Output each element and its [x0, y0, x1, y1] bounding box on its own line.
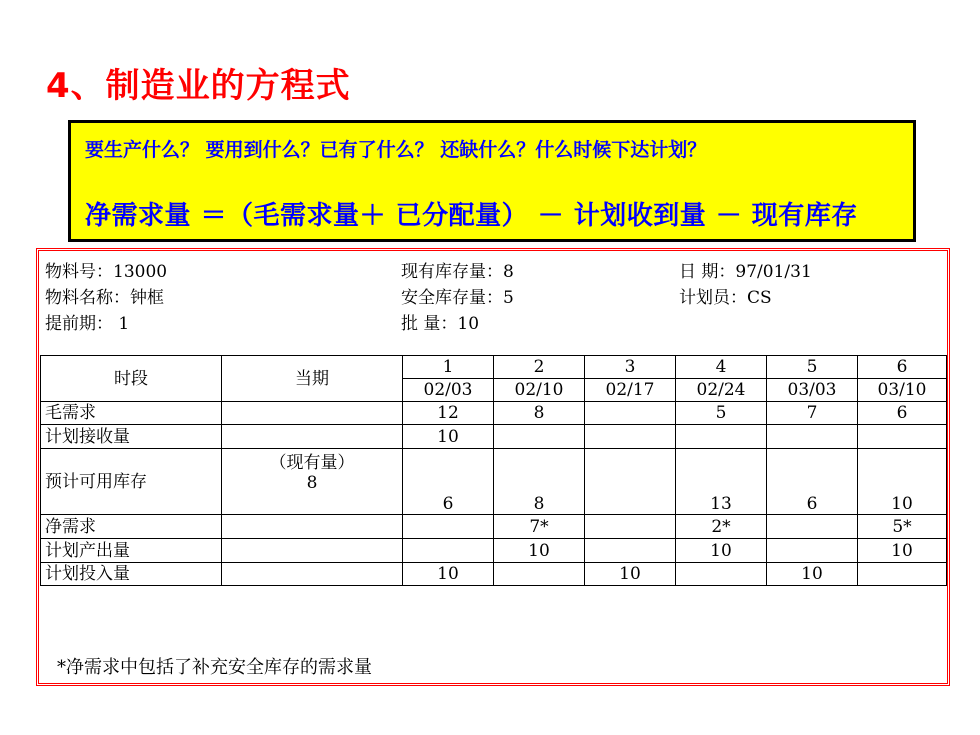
row-label: 毛需求: [41, 402, 222, 425]
period-header: 时段: [41, 356, 222, 402]
table-row: [41, 539, 947, 563]
table-row: [41, 563, 947, 586]
lead-time: 提前期： 1: [45, 314, 130, 334]
on-hand-stock: 现有库存量：8: [401, 262, 514, 282]
value-cell: 5: [676, 402, 767, 425]
row-label: 计划接收量: [41, 425, 222, 449]
current-cell: [222, 402, 403, 425]
footnote: *净需求中包括了补充安全库存的需求量: [57, 657, 372, 678]
item-info: [39, 251, 947, 357]
period-date: 02/24: [676, 379, 767, 402]
formula-questions: 要生产什么？ 要用到什么？已有了什么？ 还缺什么？什么时候下达计划？: [85, 139, 707, 161]
value-cell: 10: [403, 563, 494, 586]
value-cell: 10: [858, 539, 947, 563]
value-cell: 10: [585, 563, 676, 586]
on-hand-value: 8: [306, 473, 318, 493]
table-row: [41, 425, 947, 449]
value-cell: [767, 425, 858, 449]
table-row: [41, 449, 947, 515]
period-number: 4: [676, 356, 767, 379]
current-cell: [222, 425, 403, 449]
value-cell: 6: [403, 449, 494, 515]
value-cell: [767, 515, 858, 539]
value-cell: [494, 563, 585, 586]
lot-size: 批 量：10: [401, 314, 480, 334]
period-number: 2: [494, 356, 585, 379]
period-date: 02/17: [585, 379, 676, 402]
current-header: 当期: [222, 356, 403, 402]
period-number: 3: [585, 356, 676, 379]
value-cell: 10: [767, 563, 858, 586]
mrp-panel: [36, 248, 950, 686]
formula-box: [68, 120, 916, 242]
table-row: [41, 515, 947, 539]
value-cell: [403, 539, 494, 563]
plan-date: 日 期：97/01/31: [679, 262, 812, 282]
period-number: 1: [403, 356, 494, 379]
value-cell: 8: [494, 402, 585, 425]
value-cell: [585, 515, 676, 539]
period-date: 03/03: [767, 379, 858, 402]
value-cell: [858, 425, 947, 449]
value-cell: [585, 449, 676, 515]
value-cell: 2*: [676, 515, 767, 539]
value-cell: [767, 539, 858, 563]
current-cell: [222, 515, 403, 539]
current-cell: [222, 539, 403, 563]
value-cell: 6: [858, 402, 947, 425]
value-cell: 6: [767, 449, 858, 515]
value-cell: 10: [858, 449, 947, 515]
on-hand-label: （现有量）: [269, 453, 355, 473]
row-label: 净需求: [41, 515, 222, 539]
value-cell: [585, 539, 676, 563]
current-cell: [222, 563, 403, 586]
value-cell: 7: [767, 402, 858, 425]
value-cell: [494, 425, 585, 449]
table-row: [41, 402, 947, 425]
item-number: 物料号：13000: [45, 262, 168, 282]
value-cell: [403, 515, 494, 539]
value-cell: 10: [403, 425, 494, 449]
value-cell: 7*: [494, 515, 585, 539]
value-cell: [858, 563, 947, 586]
value-cell: [585, 402, 676, 425]
period-number: 6: [858, 356, 947, 379]
row-label: 预计可用库存: [41, 449, 222, 515]
value-cell: [676, 563, 767, 586]
safety-stock: 安全库存量：5: [401, 288, 514, 308]
value-cell: 10: [676, 539, 767, 563]
period-header-row: [41, 356, 947, 379]
item-name: 物料名称：钟框: [45, 288, 164, 308]
period-date: 02/10: [494, 379, 585, 402]
period-number: 5: [767, 356, 858, 379]
value-cell: [585, 425, 676, 449]
page-title: 4、制造业的方程式: [46, 66, 351, 106]
current-cell: [222, 449, 403, 515]
value-cell: 8: [494, 449, 585, 515]
value-cell: [676, 425, 767, 449]
mrp-table: [40, 355, 947, 586]
period-date: 02/03: [403, 379, 494, 402]
period-date: 03/10: [858, 379, 947, 402]
row-label: 计划产出量: [41, 539, 222, 563]
value-cell: 10: [494, 539, 585, 563]
value-cell: 13: [676, 449, 767, 515]
row-label: 计划投入量: [41, 563, 222, 586]
value-cell: 12: [403, 402, 494, 425]
formula-equation: 净需求量 ＝（毛需求量＋ 已分配量） － 计划收到量 － 现有库存: [85, 201, 858, 231]
planner: 计划员：CS: [679, 288, 772, 308]
value-cell: 5*: [858, 515, 947, 539]
